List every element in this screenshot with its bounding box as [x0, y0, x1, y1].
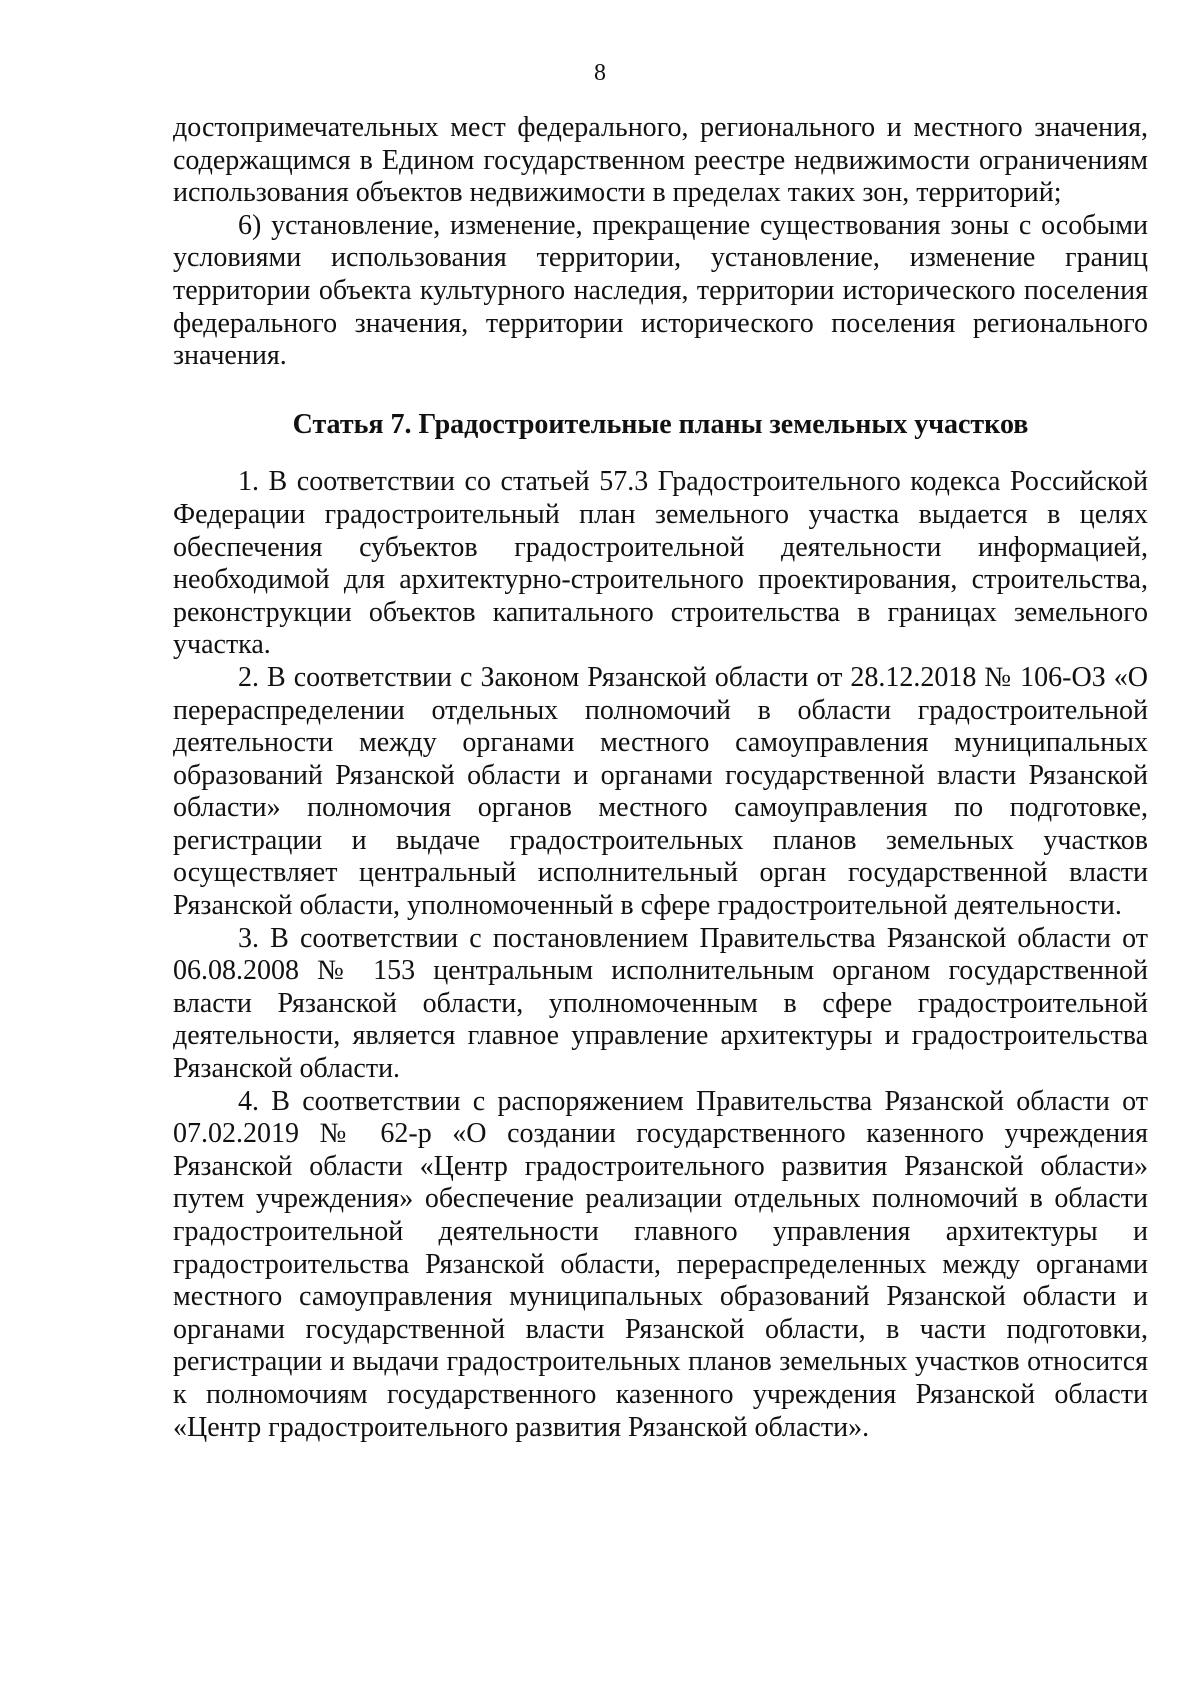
page-number: 8 — [594, 60, 606, 86]
paragraph-item-4: 4. В соответствии с распоряжением Правительства Рязанской области от 07.02.2019 № 62-р «О создании государственного казенного учреждения Рязанской области «Центр градостроительного развития Рязанской области» путем учреждения» обеспечение реализации отдельных полномочий в области градостроительной деятельности главного управления архитектуры и градостроительства Рязанской области, перераспределенных между органами местного самоуправления муниципальных образований Рязанской области и органами государственной власти Рязанской области, в части подготовки, регистрации и выдачи градостроительных планов земельных участков относится к полномочиям государственного казенного учреждения Рязанской области «Центр градостроительного развития Рязанской области». — [173, 1085, 1148, 1443]
article-heading: Статья 7. Градостроительные планы земельных участков — [292, 408, 1029, 440]
paragraph-item-6: 6) установление, изменение, прекращение существования зоны с особыми условиями использования территории, установление, изменение границ территории объекта культурного наследия, территории исторического поселения федерального значения, территории исторического поселения регионального значения. — [173, 209, 1148, 372]
paragraph-item-3: 3. В соответствии с постановлением Правительства Рязанской области от 06.08.2008 № 153 центральным исполнительным органом государственной власти Рязанской области, уполномоченным в сфере градостроительной деятельности, является главное управление архитектуры и градостроительства Рязанской области. — [173, 922, 1148, 1085]
paragraph-item-1: 1. В соответствии со статьей 57.3 Градостроительного кодекса Российской Федерации градостроительный план земельного участка выдается в целях обеспечения субъектов градостроительной деятельности информацией, необходимой для архитектурно-строительного проектирования, строительства, реконструкции объектов капитального строительства в границах земельного участка. — [173, 466, 1148, 661]
paragraph-continuation: достопримечательных мест федерального, регионального и местного значения, содержащимся в Едином государственном реестре недвижимости ограничениям использования объектов недвижимости в пределах таких зон, территорий; — [173, 112, 1148, 209]
paragraph-item-2: 2. В соответствии с Законом Рязанской области от 28.12.2018 № 106-ОЗ «О перераспределении отдельных полномочий в области градостроительной деятельности между органами местного самоуправления муниципальных образований Рязанской области и органами государственной власти Рязанской области» полномочия органов местного самоуправления по подготовке, регистрации и выдаче градостроительных планов земельных участков осуществляет центральный исполнительный орган государственной власти Рязанской области, уполномоченный в сфере градостроительной деятельности. — [173, 661, 1148, 922]
document-body — [173, 112, 1148, 1444]
